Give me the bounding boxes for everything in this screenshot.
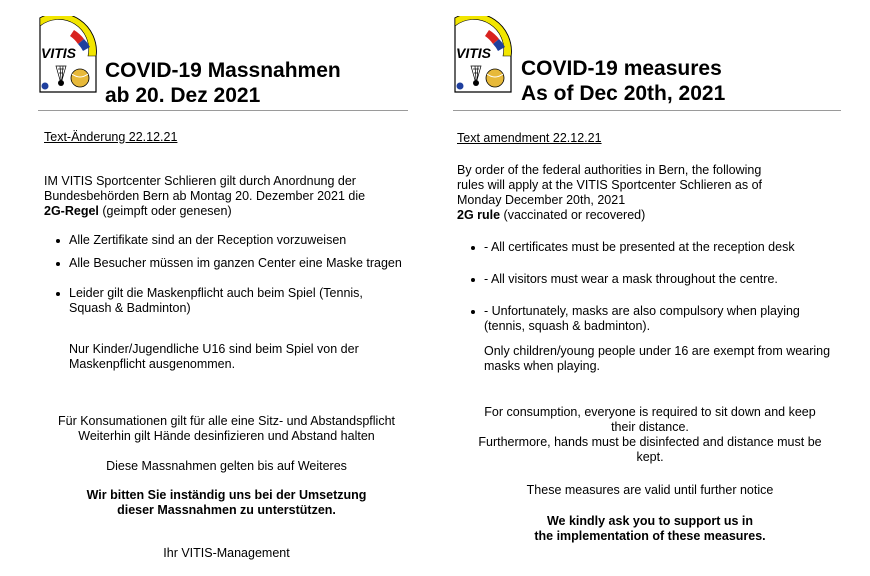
rules-list (469, 240, 844, 334)
list-item: - Unfortunately, masks are also compulsory when playing (tennis, squash & badminton). (469, 304, 844, 334)
rule-name: 2G rule (457, 208, 501, 222)
amendment-date: Text-Änderung 22.12.21 (44, 130, 178, 144)
list-item: Leider gilt die Maskenpflicht auch beim Spiel (Tennis, Squash & Badminton) (54, 286, 404, 316)
page-title: COVID-19 measures As of Dec 20th, 2021 (521, 57, 726, 105)
exemption-note: Nur Kinder/Jugendliche U16 sind beim Spiel von der Maskenpflicht ausgenommen. (69, 342, 359, 371)
rule-name: 2G-Regel (44, 204, 99, 218)
page-title: COVID-19 Massnahmen ab 20. Dez 2021 (105, 59, 341, 107)
intro-paragraph: IM VITIS Sportcenter Schlieren gilt durch Anordnung der Bundesbehörden Bern ab Montag 20. Dezember 2021 die 2G-Regel (geimpft oder genesen) (44, 174, 366, 218)
vitis-logo (453, 16, 513, 96)
svg-text:VITIS: VITIS (456, 45, 492, 61)
english-notice (435, 0, 855, 576)
intro-paragraph: By order of the federal authorities in Bern, the following rules will apply at the VITIS Sportcenter Schlieren as of Monday December 20th, 2021 2G rule (vaccinated or recovered) (457, 163, 763, 222)
list-item: Alle Besucher müssen im ganzen Center eine Maske tragen (54, 256, 404, 271)
list-item: Alle Zertifikate sind an der Reception vorzuweisen (54, 233, 404, 248)
list-item: - All certificates must be presented at the reception desk (469, 240, 844, 255)
rules-list (54, 233, 404, 316)
german-notice (0, 0, 420, 576)
exemption-note: Only children/young people under 16 are exempt from wearing masks when playing. (484, 344, 831, 373)
vitis-logo-graphic (453, 16, 513, 96)
validity-text: These measures are valid until further notice (526, 483, 774, 497)
amendment-date: Text amendment 22.12.21 (457, 131, 602, 145)
list-item: - All visitors must wear a mask throughout the centre. (469, 272, 844, 287)
appeal-text: Wir bitten Sie inständig uns bei der Umsetzung dieser Massnahmen zu unterstützen. (86, 488, 367, 517)
consumption-text: For consumption, everyone is required to sit down and keep their distance. Furthermore, hands must be disinfected and distance must be kept. (478, 405, 822, 464)
appeal-text: We kindly ask you to support us in the implementation of these measures. (534, 514, 766, 543)
header-divider (38, 110, 408, 111)
consumption-text: Für Konsumationen gilt für alle eine Sitz- und Abstandspflicht Weiterhin gilt Hände desinfizieren und Abstand halten (58, 414, 395, 443)
validity-text: Diese Massnahmen gelten bis auf Weiteres (106, 459, 347, 473)
vitis-logo-graphic (38, 16, 98, 96)
vitis-logo (38, 16, 98, 96)
header-divider (453, 110, 841, 111)
svg-text:VITIS: VITIS (41, 45, 77, 61)
signature: Ihr VITIS-Management (163, 546, 290, 560)
